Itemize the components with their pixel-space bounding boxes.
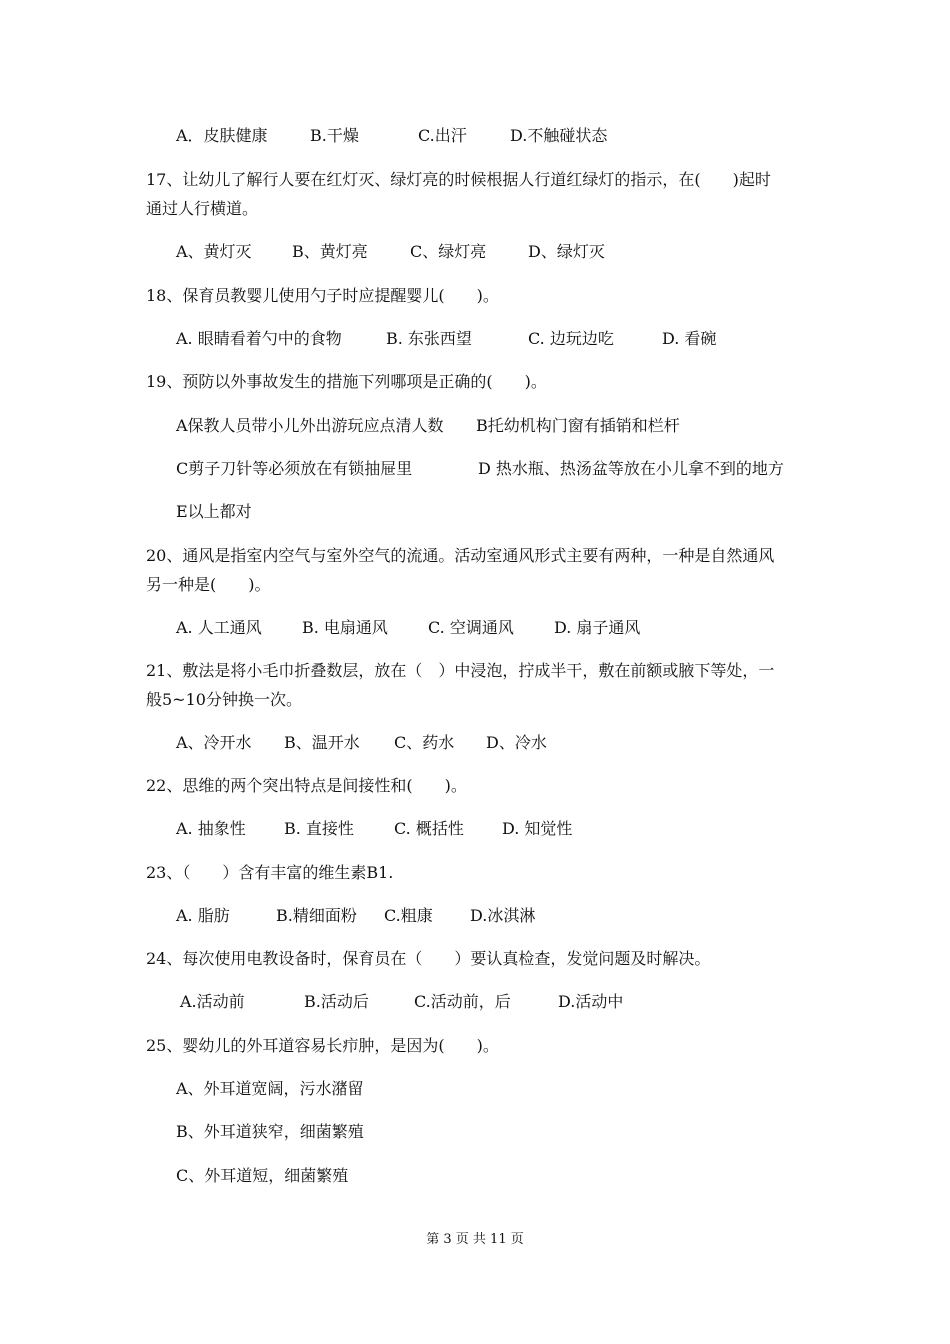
q18-options — [176, 329, 816, 349]
q21-option-a: A、冷开水 — [176, 733, 252, 752]
q20-stem-line1: 20、通风是指室内空气与室外空气的流通。活动室通风形式主要有两种，一种是自然通风 — [146, 546, 775, 565]
q19-stem: 19、预防以外事故发生的措施下列哪项是正确的( )。 — [146, 372, 547, 391]
q21-stem-line2: 般5~10分钟换一次。 — [146, 690, 302, 709]
q20-stem-line2: 另一种是( )。 — [146, 575, 271, 594]
q23-option-b: B.精细面粉 — [276, 906, 357, 925]
q20-options — [176, 618, 816, 638]
q17-option-a: A、黄灯灭 — [176, 242, 252, 261]
q25-option-c: C、外耳道短，细菌繁殖 — [176, 1166, 349, 1185]
q21-option-b: B、温开水 — [284, 733, 360, 752]
q16-option-a: A．皮肤健康 — [176, 126, 268, 145]
q19-option-d: D 热水瓶、热汤盆等放在小儿拿不到的地方 — [478, 459, 784, 478]
q21-stem-line1: 21、敷法是将小毛巾折叠数层，放在（ ）中浸泡，拧成半干，敷在前额或腋下等处，一 — [146, 661, 775, 680]
q17-stem-line1: 17、让幼儿了解行人要在红灯灭、绿灯亮的时候根据人行道红绿灯的指示，在( )起时 — [146, 170, 771, 189]
q16-option-d: D.不触碰状态 — [510, 126, 608, 145]
q18-option-c: C. 边玩边吃 — [528, 329, 614, 348]
q18-option-b: B. 东张西望 — [386, 329, 472, 348]
q22-option-b: B. 直接性 — [284, 819, 354, 838]
q17-options — [176, 242, 816, 262]
q23-stem: 23、（ ）含有丰富的维生素B1. — [146, 863, 394, 882]
q16-options — [176, 126, 816, 146]
q25-option-b: B、外耳道狭窄，细菌繁殖 — [176, 1122, 364, 1141]
q20-option-a: A. 人工通风 — [176, 618, 262, 637]
q19-option-e: E以上都对 — [176, 502, 252, 521]
q24-option-b: B.活动后 — [304, 992, 369, 1011]
q24-option-a: A.活动前 — [180, 992, 245, 1011]
q17-stem-line2: 通过人行横道。 — [146, 199, 259, 218]
q23-option-d: D.冰淇淋 — [470, 906, 536, 925]
q22-option-c: C. 概括性 — [394, 819, 464, 838]
q18-stem: 18、保育员教婴儿使用勺子时应提醒婴儿( )。 — [146, 286, 499, 305]
q17-option-b: B、黄灯亮 — [292, 242, 368, 261]
q22-option-a: A. 抽象性 — [176, 819, 246, 838]
q24-option-d: D.活动中 — [558, 992, 624, 1011]
q20-option-b: B. 电扇通风 — [302, 618, 388, 637]
q19-option-c: C剪子刀针等必须放在有锁抽屉里 — [176, 459, 413, 478]
q20-option-c: C. 空调通风 — [428, 618, 514, 637]
q20-option-d: D. 扇子通风 — [554, 618, 641, 637]
q22-options — [176, 819, 816, 839]
q24-options — [176, 992, 816, 1012]
q22-option-d: D. 知觉性 — [502, 819, 573, 838]
q21-options — [176, 733, 816, 753]
q19-option-a: A保教人员带小儿外出游玩应点清人数 — [176, 416, 444, 435]
q18-option-a: A. 眼睛看着勺中的食物 — [176, 329, 342, 348]
q25-stem: 25、婴幼儿的外耳道容易长疖肿，是因为( )。 — [146, 1036, 499, 1055]
q17-option-d: D、绿灯灭 — [528, 242, 605, 261]
q23-options — [176, 906, 816, 926]
q23-option-a: A. 脂肪 — [176, 906, 230, 925]
page-number-footer: 第 3 页 共 11 页 — [426, 1232, 524, 1247]
q25-option-a: A、外耳道宽阔，污水潴留 — [176, 1079, 364, 1098]
q23-option-c: C.粗康 — [384, 906, 433, 925]
q18-option-d: D. 看碗 — [662, 329, 717, 348]
q22-stem: 22、思维的两个突出特点是间接性和( )。 — [146, 776, 467, 795]
q21-option-d: D、冷水 — [486, 733, 547, 752]
q16-option-c: C.出汗 — [418, 126, 467, 145]
q17-option-c: C、绿灯亮 — [410, 242, 487, 261]
q24-option-c: C.活动前，后 — [414, 992, 511, 1011]
q16-option-b: B.干燥 — [310, 126, 359, 145]
q21-option-c: C、药水 — [394, 733, 455, 752]
q24-stem: 24、每次使用电教设备时，保育员在（ ）要认真检查，发觉问题及时解决。 — [146, 949, 711, 968]
q19-option-b: B托幼机构门窗有插销和栏杆 — [476, 416, 680, 435]
